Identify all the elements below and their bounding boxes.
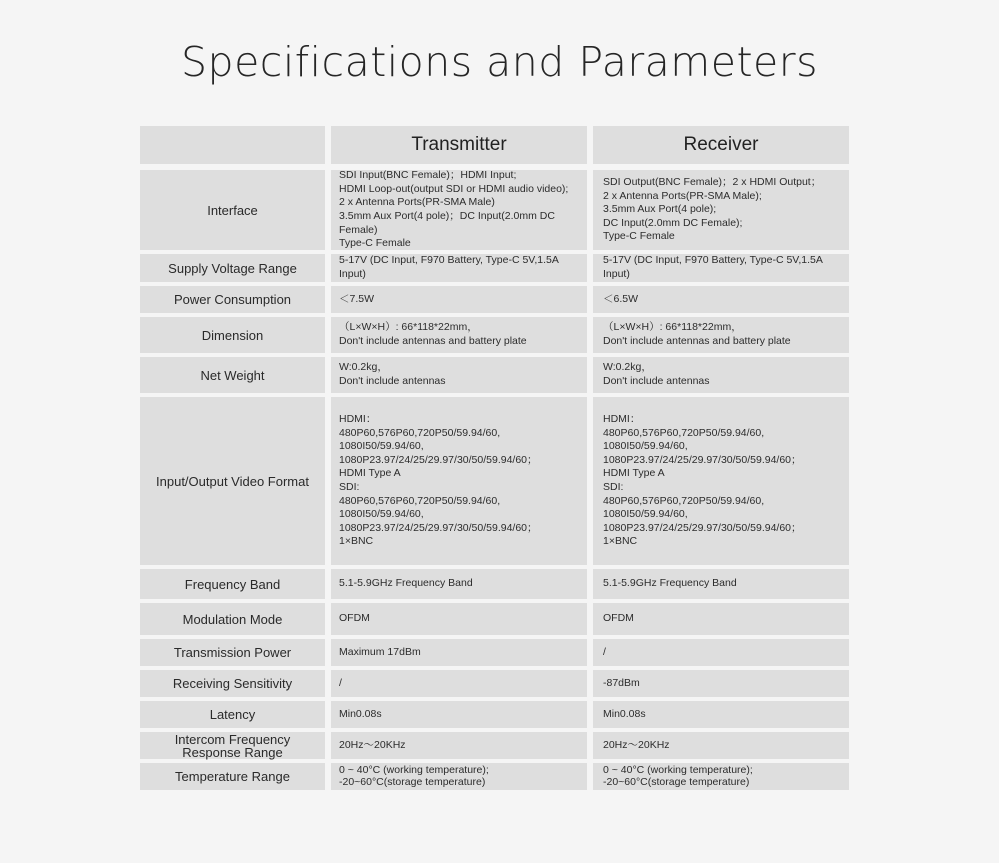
transmitter-value: ＜7.5W: [339, 292, 375, 305]
transmitter-value: 5.1-5.9GHz Frequency Band: [339, 577, 473, 590]
transmitter-value: （L×W×H）: 66*118*22mm， Don't include antennas and battery plate: [339, 321, 527, 347]
receiver-value: （L×W×H）: 66*118*22mm， Don't include antennas and battery plate: [603, 321, 791, 347]
row-label: Latency: [209, 707, 256, 722]
transmitter-value: /: [339, 676, 342, 689]
table-header-row: [140, 126, 850, 164]
table-row-receiving-sensitivity: [140, 670, 850, 697]
row-label: Modulation Mode: [182, 611, 283, 627]
receiver-value: HDMI： 480P60,576P60,720P50/59.94/60, 1080I50/59.94/60, 1080P23.97/24/25/29.97/30/50/59.94/60； HDMI Type A SDI: 480P60,576P60,720P50/59.94/60, 1080I50/59.94/60, 1080P23.97/24/25/29.97/30/50/59.94/60； 1×BNC: [603, 413, 802, 548]
receiver-value: ＜6.5W: [603, 292, 639, 305]
receiver-value: 5-17V (DC Input, F970 Battery, Type-C 5V,1.5A Input): [603, 254, 823, 280]
table-row-net-weight: [140, 357, 850, 393]
table-row-latency: [140, 701, 850, 728]
table-row-power-consumption: [140, 286, 850, 313]
transmitter-value: SDI Input(BNC Female)；HDMI Input; HDMI Loop-out(output SDI or HDMI audio video); 2 x Antenna Ports(PR-SMA Male) 3.5mm Aux Port(4 pole)；DC Input(2.0mm DC Female) Type-C Female: [339, 169, 569, 250]
row-label: Transmission Power: [173, 645, 292, 660]
receiver-value: OFDM: [603, 612, 634, 625]
row-label: Power Consumption: [173, 292, 292, 307]
receiver-value: 5.1-5.9GHz Frequency Band: [603, 577, 737, 590]
receiver-value: 20Hz～20KHz: [603, 738, 670, 751]
receiver-value: 0 ~ 40°C (working temperature); -20~60°C(storage temperature): [603, 764, 753, 788]
transmitter-value: HDMI： 480P60,576P60,720P50/59.94/60, 1080I50/59.94/60, 1080P23.97/24/25/29.97/30/50/59.94/60； HDMI Type A SDI: 480P60,576P60,720P50/59.94/60, 1080I50/59.94/60, 1080P23.97/24/25/29.97/30/50/59.94/60； 1×BNC: [339, 413, 538, 548]
table-row-intercom-frequency: [140, 732, 850, 759]
table-row-video-format: [140, 397, 850, 565]
page-title: Specifications and Parameters: [181, 38, 818, 86]
row-label: Receiving Sensitivity: [172, 676, 293, 691]
transmitter-value: Min0.08s: [339, 707, 382, 720]
row-label: Temperature Range: [175, 769, 290, 784]
transmitter-value: 20Hz～20KHz: [339, 738, 406, 751]
table-row-modulation-mode: [140, 603, 850, 635]
header-receiver: Receiver: [593, 126, 849, 164]
row-label: Dimension: [201, 327, 264, 343]
row-label: Net Weight: [200, 367, 265, 383]
transmitter-value: W:0.2kg， Don't include antennas: [339, 361, 446, 387]
receiver-value: -87dBm: [603, 676, 640, 689]
header-transmitter: Transmitter: [331, 126, 587, 164]
transmitter-value: Maximum 17dBm: [339, 645, 421, 658]
receiver-value: Min0.08s: [603, 707, 646, 720]
table-row-temperature-range: [140, 763, 850, 790]
receiver-value: /: [603, 645, 606, 658]
transmitter-value: OFDM: [339, 612, 370, 625]
row-label: Supply Voltage Range: [168, 260, 297, 276]
table-row-transmission-power: [140, 639, 850, 666]
row-label: Frequency Band: [184, 576, 281, 592]
header-corner-cell: [140, 126, 325, 164]
receiver-value: W:0.2kg， Don't include antennas: [603, 361, 710, 387]
transmitter-value: 0 ~ 40°C (working temperature); -20~60°C(storage temperature): [339, 764, 489, 788]
table-row-frequency-band: [140, 569, 850, 599]
receiver-value: SDI Output(BNC Female)；2 x HDMI Output； 2 x Antenna Ports(PR-SMA Male); 3.5mm Aux Port(4 pole); DC Input(2.0mm DC Female); Type-C Female: [603, 176, 822, 243]
transmitter-value: 5-17V (DC Input, F970 Battery, Type-C 5V,1.5A Input): [339, 254, 559, 280]
row-label: Intercom Frequency Response Range: [174, 731, 291, 760]
table-row-dimension: [140, 317, 850, 353]
row-label: Input/Output Video Format: [156, 473, 309, 489]
table-row-supply-voltage: [140, 254, 850, 282]
row-label: Interface: [207, 202, 258, 218]
table-row-interface: [140, 170, 850, 250]
